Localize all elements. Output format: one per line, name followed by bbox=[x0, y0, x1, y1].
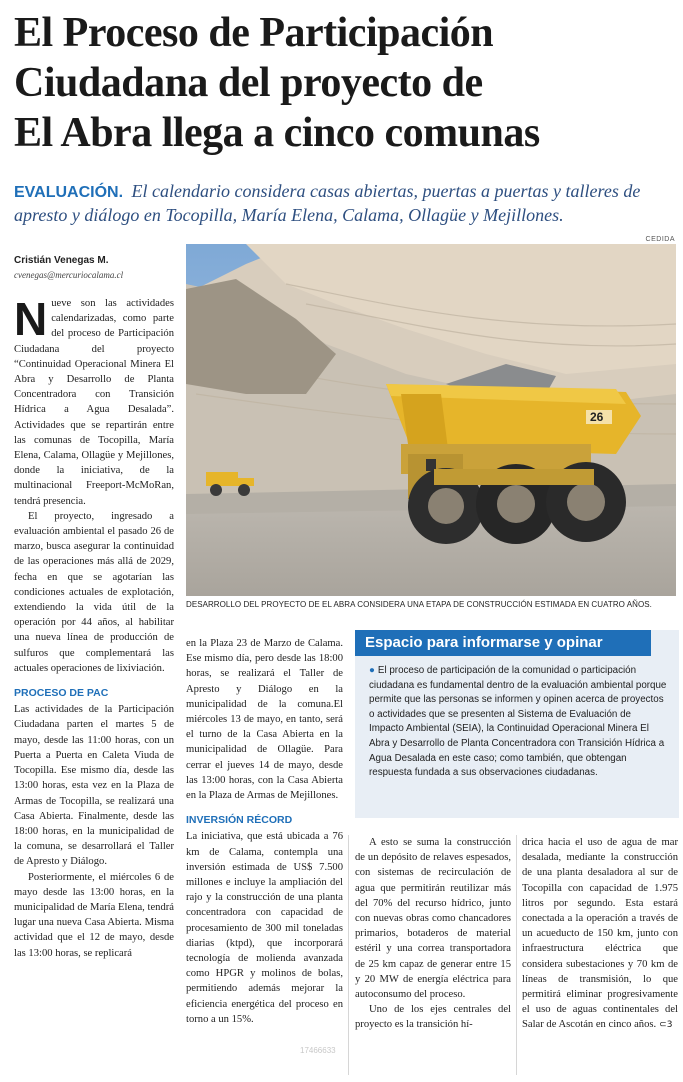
article-paragraph-4: Posteriormente, el miércoles 6 de mayo desde las 13:00 horas, en la municipalidad de María Elena, tendrá lugar una nueva Casa Abierta. Misma actividad que el 12 de mayo, desde las 13:00 horas, se replicará bbox=[14, 871, 174, 959]
article-paragraph-8: Uno de los ejes centrales del proyecto es la transición hí- bbox=[355, 1004, 511, 1031]
article-column-4 bbox=[522, 835, 678, 1034]
photo-credit: CEDIDA bbox=[645, 236, 675, 243]
headline-line-3: El Abra llega a cinco comunas bbox=[14, 110, 540, 156]
photo-caption: DESARROLLO DEL PROYECTO DE EL ABRA CONSIDERA UNA ETAPA DE CONSTRUCCIÓN ESTIMADA EN CUATRO AÑOS. bbox=[186, 600, 652, 609]
headline-line-1: El Proceso de Participación bbox=[14, 10, 494, 56]
watermark: 17466633 bbox=[300, 1046, 336, 1055]
article-paragraph-5: en la Plaza 23 de Marzo de Calama. Ese mismo día, pero desde las 18:00 horas, se realizará el Taller de Apresto y Diálogo en la municipalidad de la comuna.El miércoles 13 de mayo, en tanto, será el turno de la Casa Abierta en la municipalidad de Ollagüe. Para cerrar el jueves 14 de mayo, desde las 13:00 horas, con la Casa Abierta en la Plaza de Armas de Mejillones. bbox=[186, 638, 343, 802]
end-mark-icon: ⊂3 bbox=[659, 1020, 673, 1031]
sidebar-body bbox=[355, 656, 679, 781]
headline-line-2: Ciudadana del proyecto de bbox=[14, 60, 483, 106]
sidebar-title: Espacio para informarse y opinar bbox=[355, 630, 651, 656]
article-paragraph-9: drica hacia el uso de agua de mar desalada, mediante la construcción de una planta desaladora al sur de Tocopilla con capacidad de 1.975 litros por segundo. Esta estará conectada a la operación a través de un acueducto de 150 km, junto con infraestructura eléctrica que considera subestaciones y 70 km de líneas de transmisión, lo que permitirá eliminar progresivamente el uso de aguas continentales del Salar de Ascotán en cinco años. ⊂3 bbox=[522, 837, 678, 1031]
byline bbox=[14, 250, 174, 280]
mining-truck-photo bbox=[186, 244, 676, 596]
sidebar-text: El proceso de participación de la comunidad o participación ciudadana es fundamental dentro de la evaluación ambiental porque permite que las personas se informen y opinen acerca de proyectos o actividades que se presenten al Sistema de Evaluación de Impacto Ambiental (SEIA), la Continuidad Operacional Minera El Abra y Desarrollo de Planta Concentradora con Transición Hídrica a Agua Desalada en este caso; como también, que obtengan respuesta fundada a sus observaciones ciudadanas. bbox=[369, 665, 667, 779]
sidebar-box bbox=[355, 630, 679, 818]
article-column-3 bbox=[355, 835, 511, 1033]
article-paragraph-3: Las actividades de la Participación Ciudadana parten el martes 5 de mayo, desde las 11:00 horas, con un Puerta a Puerta en Caleta Viuda de Tocopilla. Ese mismo día, desde las 13:00 horas, esta vez en la Plaza de Armas de Tocopilla, se realizará una Casa Abierta. Finalmente, desde las 18:00 horas, en la municipalidad de la comuna, se desarrollará el Taller de Apresto y Diálogo. bbox=[14, 704, 174, 868]
byline-author: Cristián Venegas M. bbox=[14, 255, 109, 266]
article-paragraph-2: El proyecto, ingresado a evaluación ambiental el pasado 26 de marzo, busca asegurar la continuidad de las operaciones más allá de 2029, fecha en que se agotarían las condiciones actuales de explotación, extendiendo la vida útil de la operación por 44 años, al habilitar una nueva línea de producción de sulfuros que complementará las actuales operaciones de lixiviación. bbox=[14, 510, 174, 674]
section-title-pac: PROCESO DE PAC bbox=[14, 687, 109, 700]
truck-number: 26 bbox=[590, 410, 604, 424]
column-divider bbox=[516, 835, 517, 1075]
article-column-2 bbox=[186, 636, 343, 1027]
dropcap: N bbox=[14, 293, 48, 345]
article-paragraph-1: Nueve son las actividades calendarizadas, como parte del proceso de Participación Ciudadana del proyecto “Continuidad Operacional Minera El Abra y Desarrollo de Planta Concentradora con Transición Hídrica a Agua Desalada”. Actividades que se repartirán entre las comunas de Tocopilla, María Elena, Calama, Ollagüe y Mejillones, donde la iniciativa, de la multinacional Freeport-McMoRan, tendrá presencia. bbox=[14, 293, 174, 507]
subhead bbox=[14, 180, 674, 227]
subhead-kicker: EVALUACIÓN. bbox=[14, 184, 124, 201]
article-paragraph-7: A esto se suma la construcción de un depósito de relaves espesados, con sistemas de recirculación de agua que permitirán reutilizar más del 70% del recurso hídrico, junto con nuevas obras como chancadores primarios, botaderos de material estéril y una correa transportadora de 25 km capaz de generar entre 15 y 20 MW de energía eléctrica para autoconsumo del proceso. bbox=[355, 837, 511, 1001]
section-title-inversion: INVERSIÓN RÉCORD bbox=[186, 814, 293, 827]
bullet-icon: ● bbox=[369, 665, 375, 676]
article-column-1 bbox=[14, 293, 174, 961]
byline-email: cvenegas@mercuriocalama.cl bbox=[14, 270, 124, 280]
article-paragraph-6: La iniciativa, que está ubicada a 76 km de Calama, contempla una inversión estimada de US$ 7.500 millones e incluye la ampliación del rajo y la construcción de una planta concentradora con capacidad de procesamiento de 300 mil toneladas diarias (ktpd), que incorporará tecnología de molienda avanzada como HPGR y molinos de bolas, permitiendo además mejorar la eficiencia energética del proceso en torno a un 15%. bbox=[186, 831, 343, 1025]
column-divider bbox=[348, 835, 349, 1075]
headline bbox=[14, 8, 674, 158]
subhead-text: El calendario considera casas abiertas, puertas a puertas y talleres de apresto y diálogo en Tocopilla, María Elena, Calama, Ollagüe y Mejillones. bbox=[14, 181, 641, 225]
